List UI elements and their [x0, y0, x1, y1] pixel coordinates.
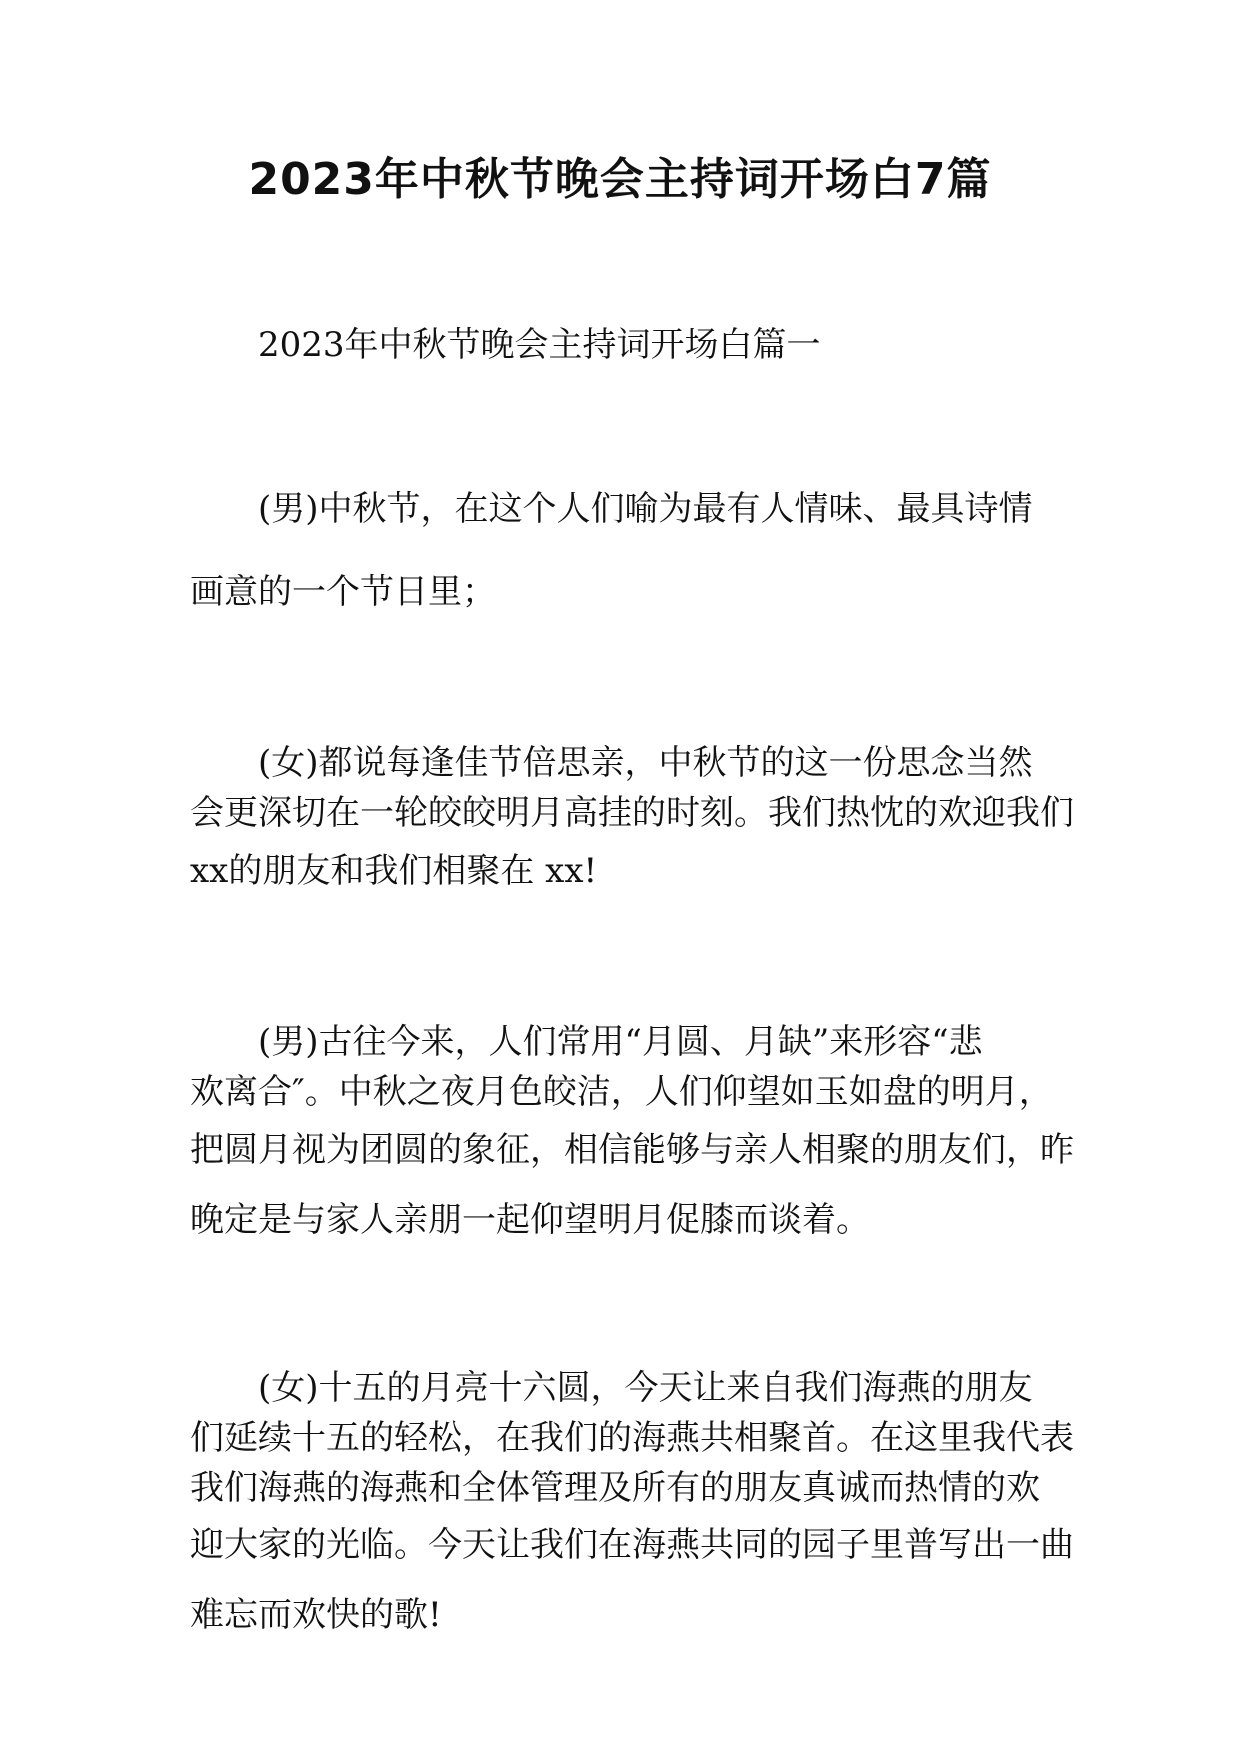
- paragraph-line: 难忘而欢快的歌!: [190, 1595, 442, 1635]
- paragraph-line: (女)都说每逢佳节倍思亲，中秋节的这一份思念当然: [258, 743, 1033, 783]
- paragraph-line: (女)十五的月亮十六圆，今天让来自我们海燕的朋友: [258, 1368, 1033, 1408]
- paragraph-line: 画意的一个节日里；: [190, 572, 496, 612]
- paragraph-line: 晚定是与家人亲朋一起仰望明月促膝而谈着。: [190, 1200, 870, 1240]
- paragraph-line: 把圆月视为团圆的象征，相信能够与亲人相聚的朋友们，昨: [190, 1130, 1074, 1170]
- paragraph-line: 我们海燕的海燕和全体管理及所有的朋友真诚而热情的欢: [190, 1468, 1040, 1508]
- paragraph-line: 们延续十五的轻松，在我们的海燕共相聚首。在这里我代表: [190, 1418, 1074, 1458]
- paragraph-line: xx的朋友和我们相聚在 xx!: [190, 851, 598, 891]
- paragraph-line: (男)古往今来，人们常用“月圆、月缺”来形容“悲: [258, 1022, 983, 1062]
- paragraph-line: (男)中秋节，在这个人们喻为最有人情味、最具诗情: [258, 489, 1033, 529]
- paragraph-line: 会更深切在一轮皎皎明月高挂的时刻。我们热忱的欢迎我们: [190, 793, 1074, 833]
- document-title: 2023年中秋节晚会主持词开场白7篇: [248, 154, 992, 205]
- paragraph-line: 欢离合″。中秋之夜月色皎洁，人们仰望如玉如盘的明月，: [190, 1072, 1053, 1112]
- section-heading: 2023年中秋节晚会主持词开场白篇一: [258, 325, 821, 365]
- paragraph-line: 迎大家的光临。今天让我们在海燕共同的园子里普写出一曲: [190, 1525, 1074, 1565]
